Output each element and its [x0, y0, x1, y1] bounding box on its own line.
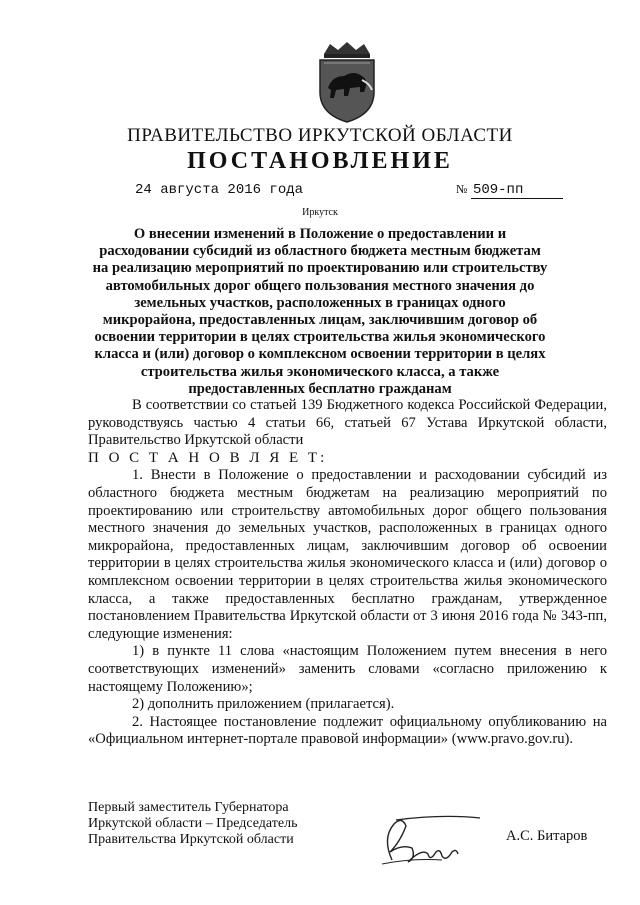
document-number: [456, 182, 563, 199]
coat-of-arms-emblem: [310, 40, 384, 124]
document-type: ПОСТАНОВЛЕНИЕ: [187, 148, 453, 174]
signatory-position: [88, 800, 297, 848]
handwritten-signature: [372, 808, 482, 868]
item-1-paragraph: 1. Внести в Положение о предоставлении и расходовании субсидий из областного бюджета местным бюджетам на реализацию мероприятий по проектированию или строительству автомобильных дорог общего пользования местного значения до земельных участков, расположенных в границах одного микрорайона, предоставленных лицам, заключившим договор об освоении территории в целях строительства жилья экономического класса и (или) договор о комплексном освоении территории в целях строительства жилья экономического класса, а также предоставленных бесплатно гражданам, утвержденное постановлением Правительства Иркутской области от 3 июня 2016 года № 343-пп, следующие изменения:: [88, 467, 607, 642]
city-label: Иркутск: [302, 207, 338, 218]
preamble-paragraph: В соответствии со статьей 139 Бюджетного кодекса Российской Федерации, руководствуясь частью 4 статьи 66, статьей 67 Устава Иркутской области, Правительство Иркутской области: [88, 397, 607, 449]
document-date: 24 августа 2016 года: [135, 182, 304, 198]
position-line: Правительства Иркутской области: [88, 832, 294, 847]
document-heading: О внесении изменений в Положение о предоставлении и расходовании субсидий из областного бюджета местным бюджетам на реализацию мероприятий по проектированию или строительству автомобильных дорог общего пользования местного значения до земельных участков, расположенных в границах одного микрорайона, предоставленных лицам, заключившим договор об освоении территории в целях строительства жилья экономического класса и (или) договор о комплексном освоении территории в целях строительства жилья экономического класса, а также предоставленных бесплатно гражданам: [92, 226, 548, 397]
position-line: Первый заместитель Губернатора: [88, 800, 289, 815]
government-title: ПРАВИТЕЛЬСТВО ИРКУТСКОЙ ОБЛАСТИ: [127, 125, 513, 146]
document-body: [88, 397, 607, 749]
number-value: 509-пп: [471, 183, 563, 199]
subitem-2-paragraph: 2) дополнить приложением (прилагается).: [132, 696, 395, 713]
position-line: Иркутской области – Председатель: [88, 816, 298, 831]
item-2-paragraph: 2. Настоящее постановление подлежит официальному опубликованию на «Официальном интернет-портале правовой информации» (www.pravo.gov.ru).: [88, 713, 607, 748]
subitem-1-paragraph: 1) в пункте 11 слова «настоящим Положением путем внесения в него соответствующих изменений» заменить словами «согласно приложению к настоящему Положению»;: [88, 643, 607, 695]
signatory-name: А.С. Битаров: [506, 828, 588, 844]
number-sign: №: [456, 182, 468, 196]
decree-word: П О С Т А Н О В Л Я Е Т:: [88, 449, 328, 466]
